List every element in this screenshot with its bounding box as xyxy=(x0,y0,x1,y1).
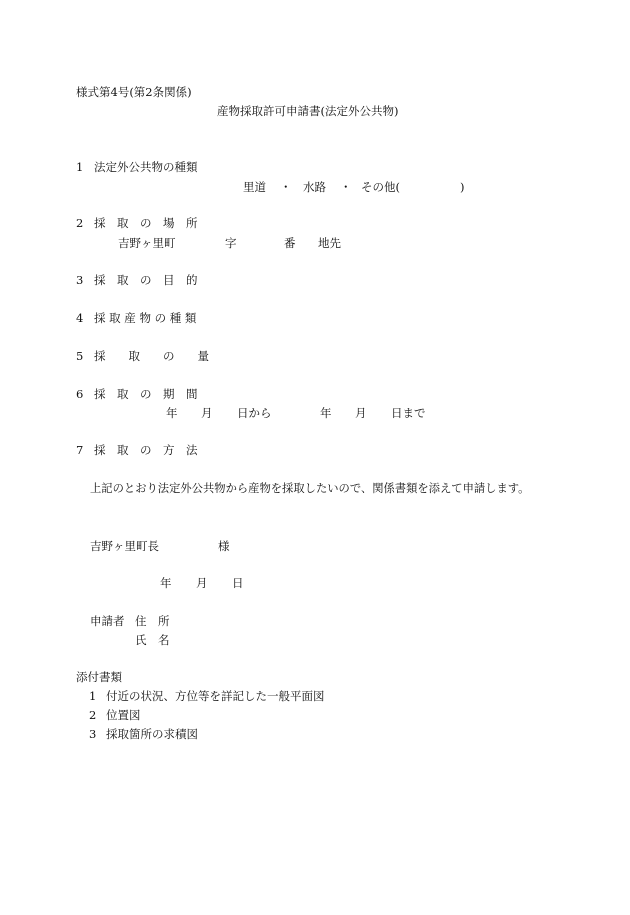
period-start-day: 日から xyxy=(237,406,272,420)
attachment-1-text: 付近の状況、方位等を詳記した一般平面図 xyxy=(106,689,325,703)
applicant-name-label: 氏 名 xyxy=(135,633,170,647)
option-other-close: ) xyxy=(460,180,465,194)
item-4-label: 採 取 産 物 の 種 類 xyxy=(94,311,197,325)
date-month: 月 xyxy=(196,576,208,590)
period-end-year: 年 xyxy=(320,406,332,420)
option-separator-2: ・ xyxy=(340,180,352,194)
option-road: 里道 xyxy=(243,180,266,194)
address-ban: 番 xyxy=(284,236,296,250)
attachment-2-text: 位置図 xyxy=(106,708,141,722)
application-statement: 上記のとおり法定外公共物から産物を採取したいので、関係書類を添えて申請します。 xyxy=(90,482,530,495)
item-7-number: 7 xyxy=(76,443,84,457)
attachment-3-text: 採取箇所の求積図 xyxy=(106,727,198,741)
item-2-number: 2 xyxy=(76,216,84,230)
applicant-label: 申請者 xyxy=(90,614,125,628)
form-number-label: 様式第4号(第2条関係) xyxy=(76,85,192,99)
item-6-label: 採 取 の 期 間 xyxy=(94,387,198,401)
attachment-2-number: 2 xyxy=(89,708,97,722)
item-2-label: 採 取 の 場 所 xyxy=(94,216,198,230)
item-7-label: 採 取 の 方 法 xyxy=(94,443,198,457)
item-4-number: 4 xyxy=(76,311,84,325)
date-day: 日 xyxy=(232,576,244,590)
address-aza: 字 xyxy=(225,236,237,250)
option-separator-1: ・ xyxy=(280,180,292,194)
period-end-month: 月 xyxy=(355,406,367,420)
form-title: 産物採取許可申請書(法定外公共物) xyxy=(217,104,399,118)
addressee-honorific: 様 xyxy=(218,539,230,553)
item-5-number: 5 xyxy=(76,349,84,363)
address-town: 吉野ヶ里町 xyxy=(118,236,176,250)
item-3-label: 採 取 の 目 的 xyxy=(94,273,198,287)
date-year: 年 xyxy=(160,576,172,590)
period-end-day: 日まで xyxy=(391,406,426,420)
attachment-1-number: 1 xyxy=(89,689,97,703)
item-5-label: 採 取 の 量 xyxy=(94,349,209,363)
item-1-number: 1 xyxy=(76,160,84,174)
addressee-name: 吉野ヶ里町長 xyxy=(90,539,159,553)
period-start-month: 月 xyxy=(201,406,213,420)
item-6-number: 6 xyxy=(76,387,84,401)
attachment-3-number: 3 xyxy=(89,727,97,741)
applicant-address-label: 住 所 xyxy=(135,614,170,628)
item-1-label: 法定外公共物の種類 xyxy=(94,160,198,174)
address-saki: 地先 xyxy=(318,236,341,250)
attachments-heading: 添付書類 xyxy=(76,670,122,684)
option-other: その他( xyxy=(361,180,400,194)
period-start-year: 年 xyxy=(166,406,178,420)
option-waterway: 水路 xyxy=(303,180,326,194)
item-3-number: 3 xyxy=(76,273,84,287)
